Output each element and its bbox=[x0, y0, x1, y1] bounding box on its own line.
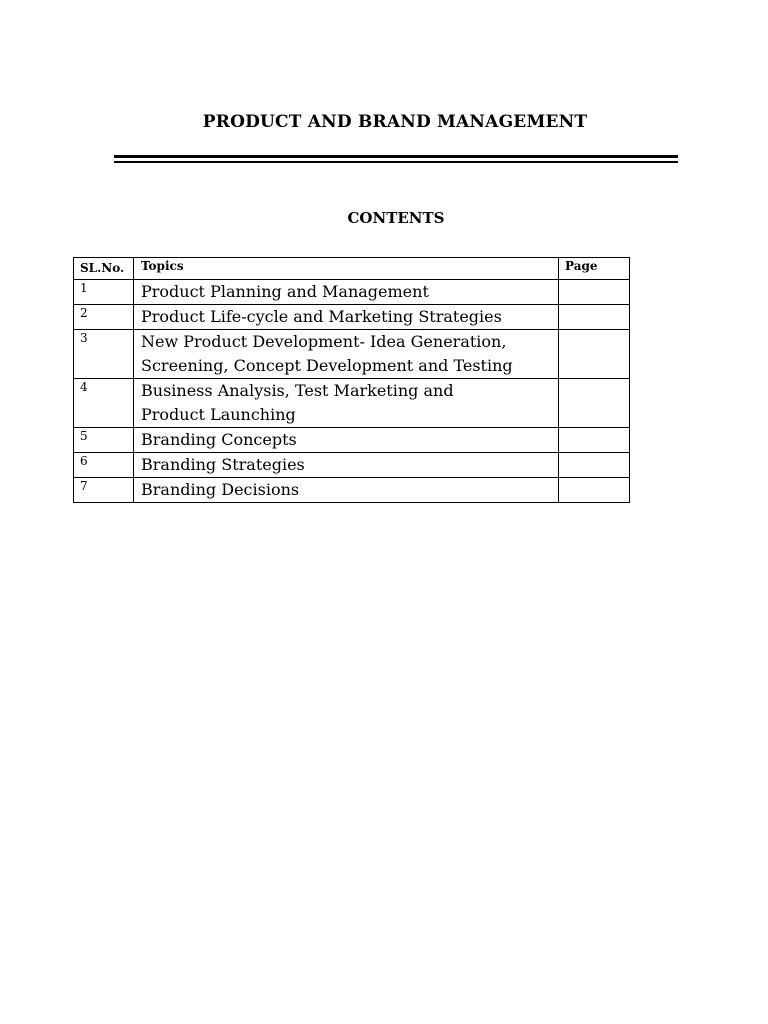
contents-heading: CONTENTS bbox=[347, 209, 445, 227]
page-title: PRODUCT AND BRAND MANAGEMENT bbox=[202, 112, 588, 132]
row-sl-number: 2 bbox=[74, 305, 134, 330]
table-header-row bbox=[74, 258, 630, 280]
row-sl-number: 6 bbox=[74, 453, 134, 478]
row-topic bbox=[134, 305, 559, 330]
row-page bbox=[559, 305, 630, 330]
rule-thick-line bbox=[114, 155, 678, 158]
row-topic bbox=[134, 280, 559, 305]
row-topic bbox=[134, 428, 559, 453]
topic-line: Product Launching bbox=[141, 405, 296, 424]
row-page bbox=[559, 478, 630, 503]
row-topic bbox=[134, 478, 559, 503]
table-row bbox=[74, 280, 630, 305]
row-sl-number: 1 bbox=[74, 280, 134, 305]
row-sl-number: 3 bbox=[74, 330, 134, 379]
contents-table bbox=[73, 257, 630, 503]
topic-line: New Product Development- Idea Generation, bbox=[141, 332, 507, 351]
topic-line: Branding Strategies bbox=[141, 455, 305, 474]
row-topic bbox=[134, 453, 559, 478]
row-sl-number: 5 bbox=[74, 428, 134, 453]
topic-line: Product Planning and Management bbox=[141, 282, 429, 301]
topic-line: Screening, Concept Development and Testing bbox=[141, 356, 513, 375]
row-sl-number: 4 bbox=[74, 379, 134, 428]
topic-line: Business Analysis, Test Marketing and bbox=[141, 381, 454, 400]
row-page bbox=[559, 280, 630, 305]
rule-thin-line bbox=[114, 161, 678, 163]
header-topics: Topics bbox=[134, 258, 559, 280]
row-topic bbox=[134, 330, 559, 379]
table-row bbox=[74, 478, 630, 503]
row-page bbox=[559, 428, 630, 453]
row-sl-number: 7 bbox=[74, 478, 134, 503]
topic-line: Product Life-cycle and Marketing Strategies bbox=[141, 307, 502, 326]
table-row bbox=[74, 428, 630, 453]
header-sl-no: SL.No. bbox=[74, 258, 134, 280]
row-page bbox=[559, 453, 630, 478]
table-row bbox=[74, 453, 630, 478]
row-page bbox=[559, 379, 630, 428]
row-page bbox=[559, 330, 630, 379]
topic-line: Branding Decisions bbox=[141, 480, 300, 499]
table-row bbox=[74, 379, 630, 428]
table-row bbox=[74, 305, 630, 330]
row-topic bbox=[134, 379, 559, 428]
topic-line: Branding Concepts bbox=[141, 430, 297, 449]
header-page: Page bbox=[559, 258, 630, 280]
table-row bbox=[74, 330, 630, 379]
title-double-rule bbox=[114, 155, 678, 163]
